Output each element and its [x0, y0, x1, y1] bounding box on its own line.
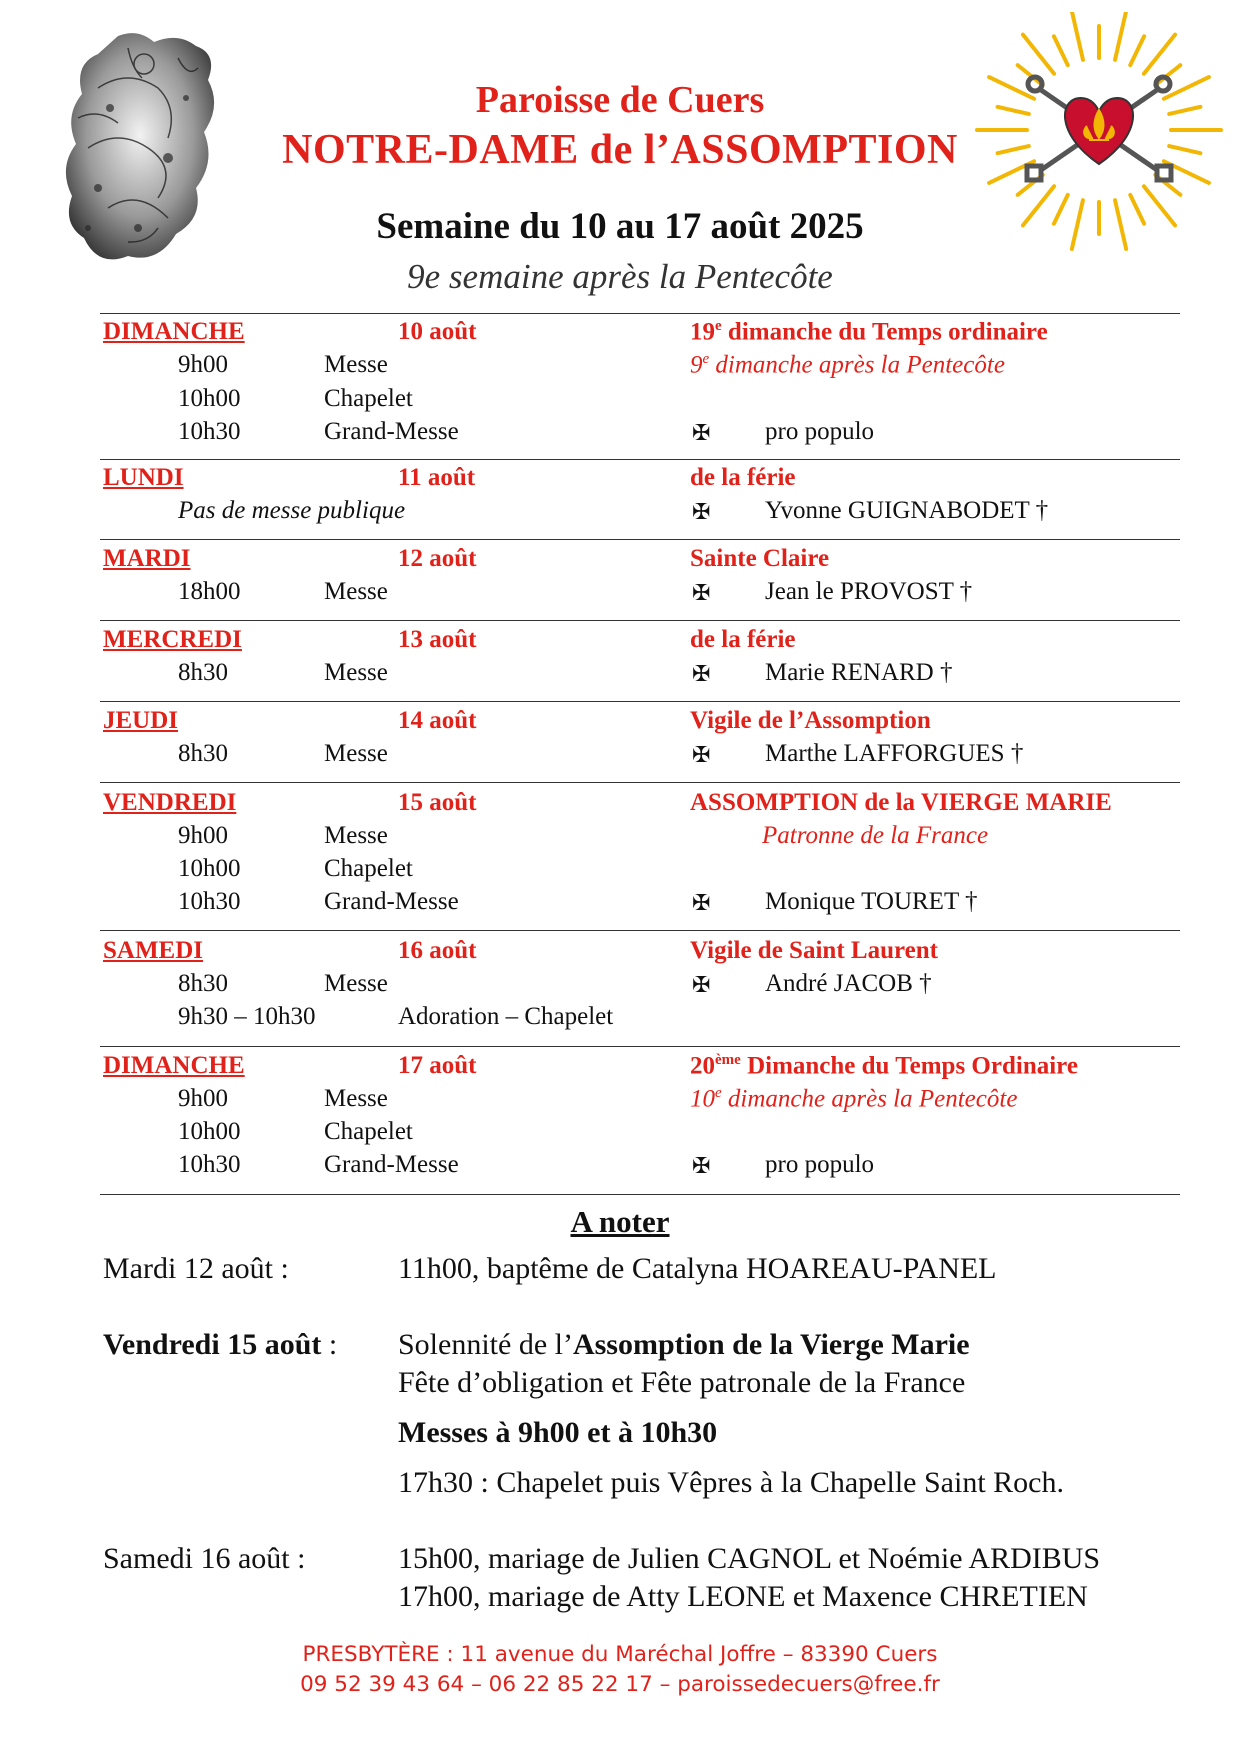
sun-ray — [1130, 36, 1144, 65]
service-time: 10h00 — [178, 1118, 241, 1145]
service-time: 9h00 — [178, 351, 228, 378]
footer-contact: 09 52 39 43 64 – 06 22 85 22 17 – paroissedecuers@free.fr — [300, 1672, 940, 1697]
notes-title: A noter — [570, 1204, 670, 1239]
day-date: 11 août — [398, 464, 476, 491]
divider — [100, 620, 1180, 621]
cross-icon: ✠ — [692, 972, 711, 997]
day-name: LUNDI — [103, 464, 184, 491]
service-time: 10h30 — [178, 418, 241, 445]
cross-icon: ✠ — [692, 580, 711, 605]
parish-name: Paroisse de Cuers — [475, 79, 765, 121]
week-subtitle: 9e semaine après la Pentecôte — [407, 257, 833, 296]
sun-ray — [1023, 35, 1054, 74]
feast-title: 20ème Dimanche du Temps Ordinaire — [690, 1052, 1078, 1080]
feast-title: Vigile de Saint Laurent — [690, 937, 938, 964]
service-name: Messe — [324, 1085, 388, 1112]
no-mass-note: Pas de messe publique — [178, 497, 406, 524]
sun-ray — [1144, 35, 1175, 74]
service-name: Chapelet — [324, 1118, 413, 1145]
feast-title: 19e dimanche du Temps ordinaire — [690, 318, 1048, 346]
service-time: 18h00 — [178, 578, 241, 605]
day-date: 14 août — [398, 707, 477, 734]
service-name: Grand-Messe — [324, 888, 459, 915]
day-name: MARDI — [103, 545, 191, 572]
divider — [100, 539, 1180, 540]
service-time: 10h30 — [178, 1151, 241, 1178]
day-date: 12 août — [398, 545, 477, 572]
service-time: 8h30 — [178, 740, 228, 767]
cross-icon: ✠ — [692, 1153, 711, 1178]
divider — [100, 782, 1180, 783]
note-text: Fête d’obligation et Fête patronale de la France — [398, 1366, 966, 1399]
service-time: 8h30 — [178, 970, 228, 997]
day-date: 17 août — [398, 1052, 477, 1079]
note-text: 15h00, mariage de Julien CAGNOL et Noémie ARDIBUS — [398, 1542, 1101, 1575]
day-name: VENDREDI — [103, 789, 237, 816]
service-time: 10h00 — [178, 385, 241, 412]
service-time: 10h30 — [178, 888, 241, 915]
note-text: 11h00, baptême de Catalyna HOAREAU-PANEL — [398, 1252, 997, 1285]
service-time: 9h30 – 10h30 — [178, 1003, 316, 1030]
cross-icon: ✠ — [692, 661, 711, 686]
feast-title: Vigile de l’Assomption — [690, 707, 931, 734]
note-text: Solennité de l’Assomption de la Vierge Marie — [398, 1328, 970, 1361]
day-date: 10 août — [398, 318, 477, 345]
service-name: Adoration – Chapelet — [398, 1003, 614, 1030]
note-label: Samedi 16 août : — [103, 1542, 306, 1575]
day-date: 16 août — [398, 937, 477, 964]
service-name: Messe — [324, 740, 388, 767]
service-name: Chapelet — [324, 855, 413, 882]
service-time: 10h00 — [178, 855, 241, 882]
service-name: Messe — [324, 970, 388, 997]
day-name: DIMANCHE — [103, 1052, 245, 1079]
day-name: SAMEDI — [103, 937, 204, 964]
service-name: Messe — [324, 659, 388, 686]
day-name: MERCREDI — [103, 626, 242, 653]
feast-title: de la férie — [690, 464, 796, 491]
service-time: 9h00 — [178, 1085, 228, 1112]
mass-intention: Jean le PROVOST † — [765, 578, 973, 605]
note-label: Mardi 12 août : — [103, 1252, 289, 1285]
service-time: 8h30 — [178, 659, 228, 686]
mass-intention: André JACOB † — [765, 970, 932, 997]
mass-intention: Monique TOURET † — [765, 888, 978, 915]
feast-title: ASSOMPTION de la VIERGE MARIE — [690, 789, 1112, 816]
mass-intention: Marthe LAFFORGUES † — [765, 740, 1024, 767]
cross-icon: ✠ — [692, 890, 711, 915]
feast-title: Sainte Claire — [690, 545, 830, 572]
service-name: Chapelet — [324, 385, 413, 412]
note-text: 17h30 : Chapelet puis Vêpres à la Chapelle Saint Roch. — [398, 1466, 1064, 1499]
day-date: 15 août — [398, 789, 477, 816]
church-name: NOTRE-DAME de l’ASSOMPTION — [282, 127, 958, 173]
service-name: Messe — [324, 822, 388, 849]
day-date: 13 août — [398, 626, 477, 653]
divider — [100, 701, 1180, 702]
service-name: Grand-Messe — [324, 418, 459, 445]
divider — [100, 313, 1180, 314]
service-name: Messe — [324, 351, 388, 378]
service-name: Grand-Messe — [324, 1151, 459, 1178]
feast-title: de la férie — [690, 626, 796, 653]
note-label: Vendredi 15 août : — [103, 1328, 338, 1361]
day-name: DIMANCHE — [103, 318, 245, 345]
divider — [100, 459, 1180, 460]
service-time: 9h00 — [178, 822, 228, 849]
divider — [100, 1046, 1180, 1047]
sun-ray — [1054, 36, 1068, 65]
feast-subtitle: 9e dimanche après la Pentecôte — [690, 351, 1005, 379]
cross-icon: ✠ — [692, 499, 711, 524]
note-text: 17h00, mariage de Atty LEONE et Maxence CHRETIEN — [398, 1580, 1088, 1613]
divider — [100, 930, 1180, 931]
divider — [100, 1194, 1180, 1195]
mass-intention: pro populo — [765, 1151, 875, 1178]
footer-address: PRESBYTÈRE : 11 avenue du Maréchal Joffre – 83390 Cuers — [302, 1642, 938, 1667]
cross-icon: ✠ — [692, 420, 711, 445]
day-name: JEUDI — [103, 707, 179, 734]
sun-ray — [1115, 12, 1126, 60]
mass-intention: pro populo — [765, 418, 875, 445]
cross-icon: ✠ — [692, 742, 711, 767]
sun-ray — [1072, 12, 1083, 60]
service-name: Messe — [324, 578, 388, 605]
mass-intention: Marie RENARD † — [765, 659, 953, 686]
mass-intention: Yvonne GUIGNABODET † — [765, 497, 1049, 524]
week-title: Semaine du 10 au 17 août 2025 — [376, 206, 864, 247]
feast-subtitle: 10e dimanche après la Pentecôte — [690, 1085, 1018, 1113]
feast-subtitle: Patronne de la France — [762, 822, 989, 849]
note-text: Messes à 9h00 et à 10h30 — [398, 1416, 718, 1449]
